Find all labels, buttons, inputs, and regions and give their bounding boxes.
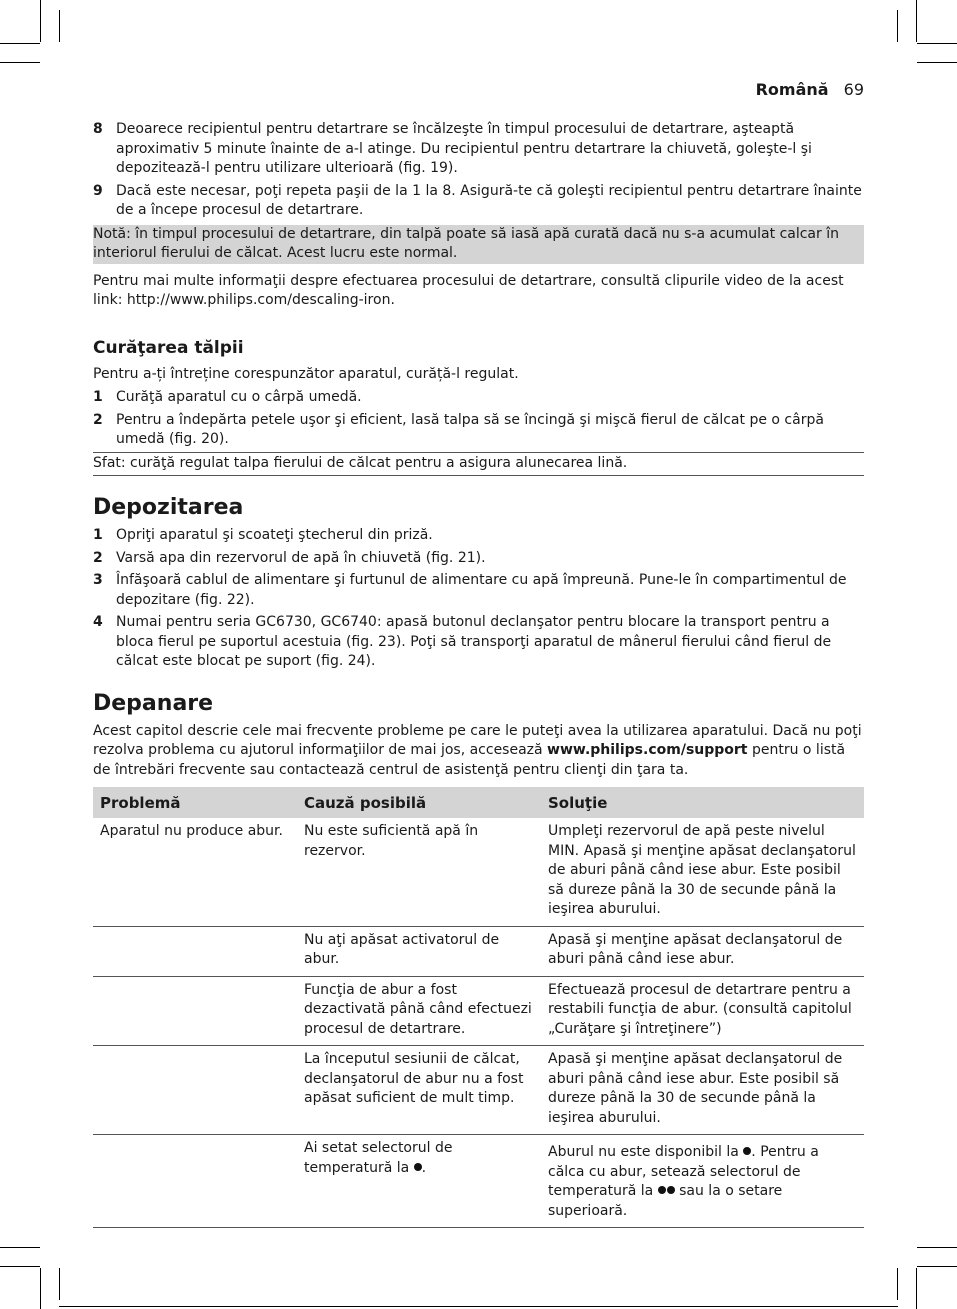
crop-mark bbox=[0, 62, 40, 63]
step-number: 2 bbox=[93, 411, 103, 428]
crop-mark bbox=[916, 0, 917, 42]
problem-cell bbox=[93, 1135, 297, 1228]
solution-cell: Efectuează procesul de detartrare pentru a restabili funcţia de abur. (consultă capitolul „Curăţare şi întreţinere”) bbox=[541, 976, 864, 1046]
solution-cell: Apasă şi menţine apăsat declanşatorul de aburi până când iese abur. bbox=[541, 926, 864, 976]
column-header-cause: Cauză posibilă bbox=[297, 787, 541, 818]
cause-cell: Funcţia de abur a fost dezactivată până când efectuezi procesul de detartrare. bbox=[297, 976, 541, 1046]
step-number: 9 bbox=[93, 182, 103, 199]
bottom-rule bbox=[59, 1306, 898, 1307]
crop-mark bbox=[59, 10, 60, 42]
step-text: Pentru a îndepărta petele uşor şi eficient, lasă talpa să se încingă şi mişcă fierul de călcat pe o cârpă umedă (fig. 20). bbox=[116, 411, 824, 447]
language-label: Română bbox=[755, 80, 829, 99]
table-row bbox=[93, 926, 864, 976]
solution-cell: Apasă şi menţine apăsat declanşatorul de aburi până când iese abur. Este posibil să dureze până la 30 de secunde până la ieşirea aburului. bbox=[541, 1046, 864, 1135]
cause-text: . bbox=[421, 1159, 427, 1176]
solution-cell bbox=[541, 1135, 864, 1228]
crop-mark bbox=[917, 62, 957, 63]
page-number: 69 bbox=[843, 80, 864, 99]
intro-text: Acest capitol descrie cele mai frecvente probleme pe care le puteţi avea la utilizarea aparatului. Dacă nu poţi rezolva problema cu ajutorul informaţiilor de mai jos, accesează bbox=[93, 722, 862, 758]
section-title-troubleshooting: Depanare bbox=[93, 690, 214, 716]
crop-mark bbox=[897, 10, 898, 42]
list-item bbox=[93, 549, 864, 569]
crop-mark bbox=[59, 1268, 60, 1300]
list-item bbox=[93, 411, 864, 450]
more-info-text: Pentru mai multe informaţii despre efectuarea procesului de detartrare, consultă clipurile video de la acest link: http://www.philips.com/descaling-iron. bbox=[93, 272, 844, 308]
step-number: 4 bbox=[93, 614, 103, 630]
step-text: Opriţi aparatul şi scoateţi ştecherul din priză. bbox=[116, 527, 433, 543]
list-item bbox=[93, 120, 864, 179]
step-text: Curăţă aparatul cu o cârpă umedă. bbox=[116, 389, 362, 405]
step-number: 1 bbox=[93, 389, 103, 405]
step-text: Varsă apa din rezervorul de apă în chiuvetă (fig. 21). bbox=[116, 549, 486, 566]
cause-cell: Nu este suficientă apă în rezervor. bbox=[297, 818, 541, 926]
cleaning-intro: Pentru a-ți întreține corespunzător aparatul, curăță-l regulat. bbox=[93, 365, 519, 382]
troubleshooting-table bbox=[93, 787, 864, 1228]
list-item bbox=[93, 182, 864, 221]
crop-mark bbox=[0, 1247, 40, 1248]
two-dot-temperature-icon bbox=[658, 1186, 666, 1194]
cleaning-steps bbox=[93, 388, 864, 450]
storage-steps bbox=[93, 526, 864, 672]
solution-cell: Umpleţi rezervorul de apă peste nivelul MIN. Apasă şi menţine apăsat declanşatorul de aburi până când iese abur. Este posibil să dureze până la 30 de secunde până la ieşirea aburului. bbox=[541, 818, 864, 926]
cause-cell: La începutul sesiunii de călcat, declanşatorul de abur nu a fost apăsat suficient de mult timp. bbox=[297, 1046, 541, 1135]
crop-mark bbox=[897, 1268, 898, 1300]
column-header-solution: Soluţie bbox=[541, 787, 864, 818]
cause-cell bbox=[297, 1135, 541, 1228]
list-item bbox=[93, 613, 864, 672]
solution-text: sau la o setare superioară. bbox=[548, 1183, 783, 1219]
step-number: 8 bbox=[93, 121, 103, 137]
list-item bbox=[93, 526, 864, 546]
crop-mark bbox=[0, 43, 40, 44]
crop-mark bbox=[40, 1268, 41, 1309]
page-header bbox=[756, 80, 864, 99]
solution-text: . Pentru a călca cu abur, setează selectorul de temperatură la bbox=[548, 1144, 819, 1199]
crop-mark bbox=[917, 1266, 957, 1267]
table-row bbox=[93, 818, 864, 926]
solution-text: Aburul nu este disponibil la bbox=[548, 1144, 744, 1160]
intro-text: pentru o listă de întrebări frecvente sau contactează centrul de asistenţă pentru clienţi din ţara ta. bbox=[93, 742, 846, 778]
problem-cell bbox=[93, 926, 297, 976]
problem-cell bbox=[93, 1046, 297, 1135]
crop-mark bbox=[917, 43, 957, 44]
cause-cell: Nu aţi apăsat activatorul de abur. bbox=[297, 926, 541, 976]
problem-cell: Aparatul nu produce abur. bbox=[100, 823, 283, 839]
step-text: Dacă este necesar, poţi repeta paşii de la 1 la 8. Asigură-te că goleşti recipientul pentru detartrare înainte de a începe procesul de detartrare. bbox=[116, 182, 862, 218]
crop-mark bbox=[916, 1268, 917, 1309]
column-header-problem: Problemă bbox=[93, 787, 297, 818]
section-title-storage: Depozitarea bbox=[93, 495, 244, 520]
table-row bbox=[93, 976, 864, 1046]
crop-mark bbox=[917, 1247, 957, 1248]
page-content bbox=[93, 120, 864, 1228]
crop-mark bbox=[40, 0, 41, 42]
problem-cell bbox=[93, 976, 297, 1046]
two-dot-temperature-icon bbox=[667, 1186, 675, 1194]
tip-box: Sfat: curăţă regulat talpa fierului de călcat pentru a asigura alunecarea lină. bbox=[93, 452, 864, 477]
cause-text: Ai setat selectorul de temperatură la bbox=[304, 1140, 453, 1176]
section-title-cleaning: Curăţarea tălpii bbox=[93, 337, 244, 358]
step-text: Numai pentru seria GC6730, GC6740: apasă butonul declanşator pentru blocare la transport pentru a bloca fierul pe suportul acestuia (fig. 23). Poţi să transporţi aparatul de mânerul fierului când fierul de călcat este blocat pe suport (fig. 24). bbox=[116, 614, 832, 669]
step-number: 2 bbox=[93, 549, 103, 566]
list-item bbox=[93, 388, 864, 408]
table-header-row bbox=[93, 787, 864, 818]
table-row bbox=[93, 1135, 864, 1228]
step-number: 3 bbox=[93, 572, 103, 588]
list-item bbox=[93, 571, 864, 610]
troubleshooting-intro bbox=[93, 722, 864, 781]
descaling-steps bbox=[93, 120, 864, 221]
one-dot-temperature-icon bbox=[414, 1163, 422, 1171]
table-row bbox=[93, 1046, 864, 1135]
step-text: Înfăşoară cablul de alimentare şi furtunul de alimentare cu apă împreună. Pune-le în compartimentul de depozitare (fig. 22). bbox=[116, 572, 847, 608]
step-number: 1 bbox=[93, 527, 103, 543]
note-box: Notă: în timpul procesului de detartrare, din talpă poate să iasă apă curată dacă nu s-a acumulat calcar în interiorul fierului de călcat. Acest lucru este normal. bbox=[93, 225, 864, 264]
support-link[interactable]: www.philips.com/support bbox=[547, 742, 748, 758]
crop-mark bbox=[0, 1266, 40, 1267]
step-text: Deoarece recipientul pentru detartrare se încălzeşte în timpul procesului de detartrare, aşteaptă aproximativ 5 minute înainte de a-l atinge. Du recipientul pentru detartrare la chiuvetă, goleşte-l şi depozitează-l pentru utilizare ulterioară (fig. 19). bbox=[116, 121, 812, 176]
